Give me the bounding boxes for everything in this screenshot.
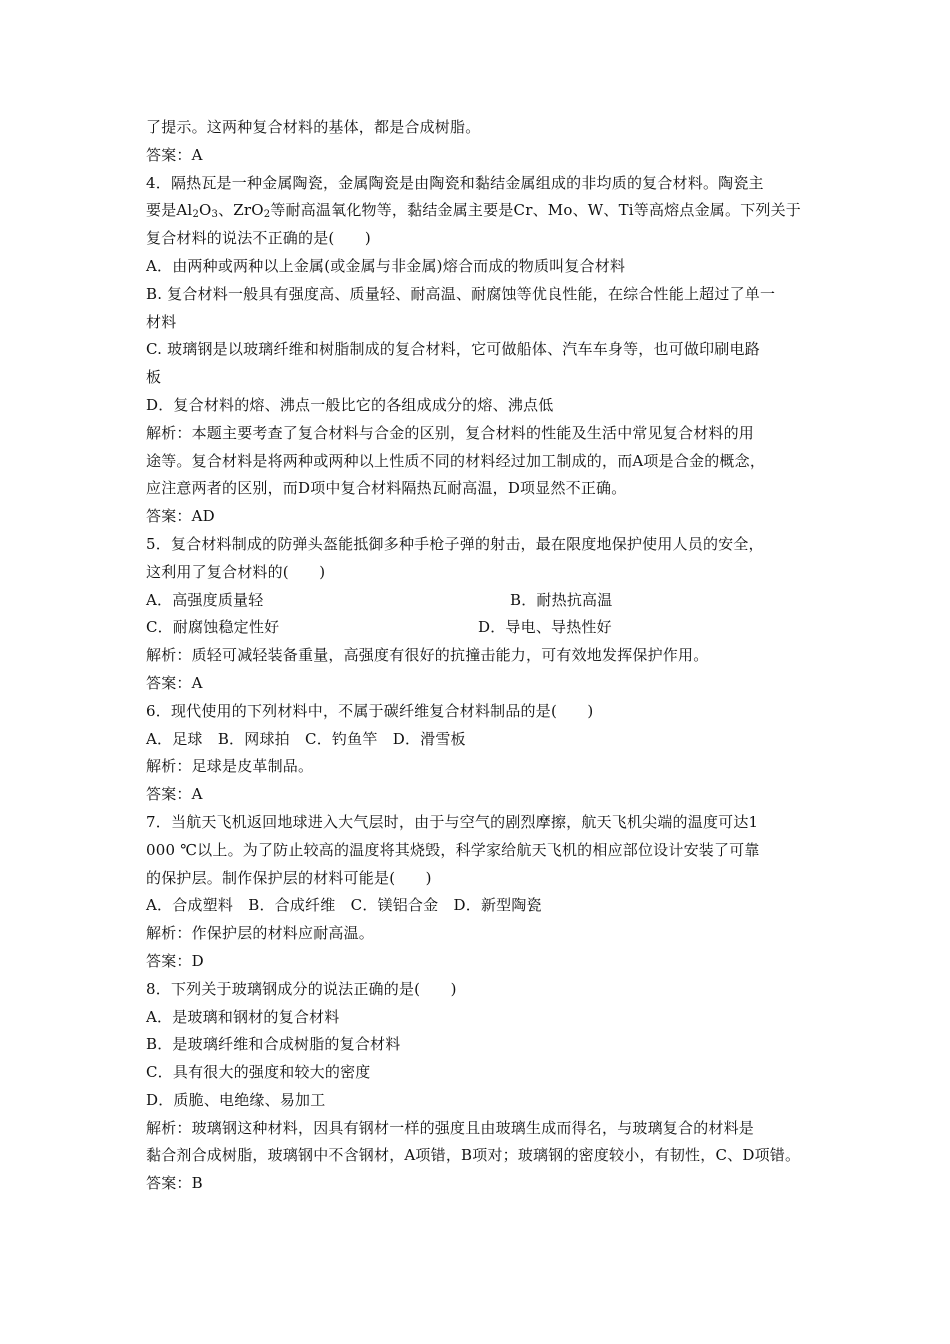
option-b: B．是玻璃纤维和合成树脂的复合材料 bbox=[146, 1035, 401, 1054]
question-7-stem: 的保护层。制作保护层的材料可能是( ) bbox=[146, 868, 432, 887]
explanation-line: 应注意两者的区别，而D项中复合材料隔热瓦耐高温，D项显然不正确。 bbox=[146, 479, 627, 498]
explanation-line: 解析：作保护层的材料应耐高温。 bbox=[146, 924, 375, 943]
explanation-line: 解析：本题主要考查了复合材料与合金的区别，复合材料的性能及生活中常见复合材料的用 bbox=[146, 423, 755, 442]
options-line: A．合成塑料 B．合成纤维 C．镁铝合金 D．新型陶瓷 bbox=[146, 896, 542, 915]
option-c: C. 玻璃钢是以玻璃纤维和树脂制成的复合材料，它可做船体、汽车车身等，也可做印刷电路 bbox=[146, 340, 760, 359]
option-b: B．耐热抗高温 bbox=[510, 590, 613, 609]
formula-subscript: 2 bbox=[263, 209, 271, 221]
explanation-line: 解析：足球是皮革制品。 bbox=[146, 757, 314, 776]
question-7-stem: 7．当航天飞机返回地球进入大气层时，由于与空气的剧烈摩擦，航天飞机尖端的温度可达1 bbox=[146, 812, 759, 831]
question-6-stem: 6．现代使用的下列材料中，不属于碳纤维复合材料制品的是( ) bbox=[146, 701, 594, 720]
explanation-line: 解析：玻璃钢这种材料，因具有钢材一样的强度且由玻璃生成而得名，与玻璃复合的材料是 bbox=[146, 1118, 755, 1137]
explanation-line: 黏合剂合成树脂，玻璃钢中不含钢材，A项错，B项对；玻璃钢的密度较小，有韧性，C、D项错。 bbox=[146, 1146, 801, 1165]
answer-line: 答案：B bbox=[146, 1174, 203, 1193]
options-line: A．足球 B．网球拍 C．钓鱼竿 D．滑雪板 bbox=[146, 729, 466, 748]
option-d: D．质脆、电绝缘、易加工 bbox=[146, 1090, 326, 1109]
question-8-stem: 8．下列关于玻璃钢成分的说法正确的是( ) bbox=[146, 979, 457, 998]
option-c: C．具有很大的强度和较大的密度 bbox=[146, 1063, 371, 1082]
answer-line: 答案：A bbox=[146, 785, 203, 804]
option-b-continued: 材料 bbox=[146, 312, 177, 331]
formula-text: 要是Al bbox=[146, 201, 193, 220]
document-body bbox=[146, 114, 818, 1198]
explanation-line: 解析：质轻可减轻装备重量，高强度有很好的抗撞击能力，可有效地发挥保护作用。 bbox=[146, 646, 709, 665]
option-row bbox=[146, 587, 818, 615]
answer-line: 答案：AD bbox=[146, 507, 215, 526]
option-c: C．耐腐蚀稳定性好 bbox=[146, 618, 280, 637]
option-a: A．高强度质量轻 bbox=[146, 590, 264, 609]
formula-subscript: 3 bbox=[211, 209, 219, 221]
formula-subscript: 2 bbox=[192, 209, 199, 221]
option-a: A．是玻璃和钢材的复合材料 bbox=[146, 1007, 340, 1026]
question-5-stem: 这利用了复合材料的( ) bbox=[146, 562, 326, 581]
option-a: A．由两种或两种以上金属(或金属与非金属)熔合而成的物质叫复合材料 bbox=[146, 256, 626, 275]
option-c-continued: 板 bbox=[146, 368, 162, 387]
explanation-line: 途等。复合材料是将两种或两种以上性质不同的材料经过加工制成的，而A项是合金的概念， bbox=[146, 451, 766, 470]
formula-text: 等耐高温氧化物等，黏结金属主要是Cr、Mo、W、Ti等高熔点金属。下列关于 bbox=[270, 201, 801, 220]
question-4-stem-formula-line bbox=[146, 197, 818, 225]
option-d: D．复合材料的熔、沸点一般比它的各组成成分的熔、沸点低 bbox=[146, 395, 554, 414]
question-4-stem: 复合材料的说法不正确的是( ) bbox=[146, 229, 371, 248]
answer-line: 答案：A bbox=[146, 145, 203, 164]
question-5-stem: 5．复合材料制成的防弹头盔能抵御多种手枪子弹的射击，最在限度地保护使用人员的安全， bbox=[146, 534, 764, 553]
question-7-stem: 000 ℃以上。为了防止较高的温度将其烧毁，科学家给航天飞机的相应部位设计安装了可靠 bbox=[146, 840, 760, 859]
formula-text: 、ZrO bbox=[218, 201, 264, 220]
text-line: 了提示。这两种复合材料的基体，都是合成树脂。 bbox=[146, 118, 481, 136]
option-b: B. 复合材料一般具有强度高、质量轻、耐高温、耐腐蚀等优良性能，在综合性能上超过了单一 bbox=[146, 284, 776, 303]
option-d: D．导电、导热性好 bbox=[478, 618, 612, 637]
answer-line: 答案：D bbox=[146, 951, 204, 970]
formula-text: O bbox=[199, 201, 212, 220]
question-4-stem: 4．隔热瓦是一种金属陶瓷，金属陶瓷是由陶瓷和黏结金属组成的非均质的复合材料。陶瓷主 bbox=[146, 173, 764, 192]
option-row bbox=[146, 614, 818, 642]
answer-line: 答案：A bbox=[146, 673, 203, 692]
